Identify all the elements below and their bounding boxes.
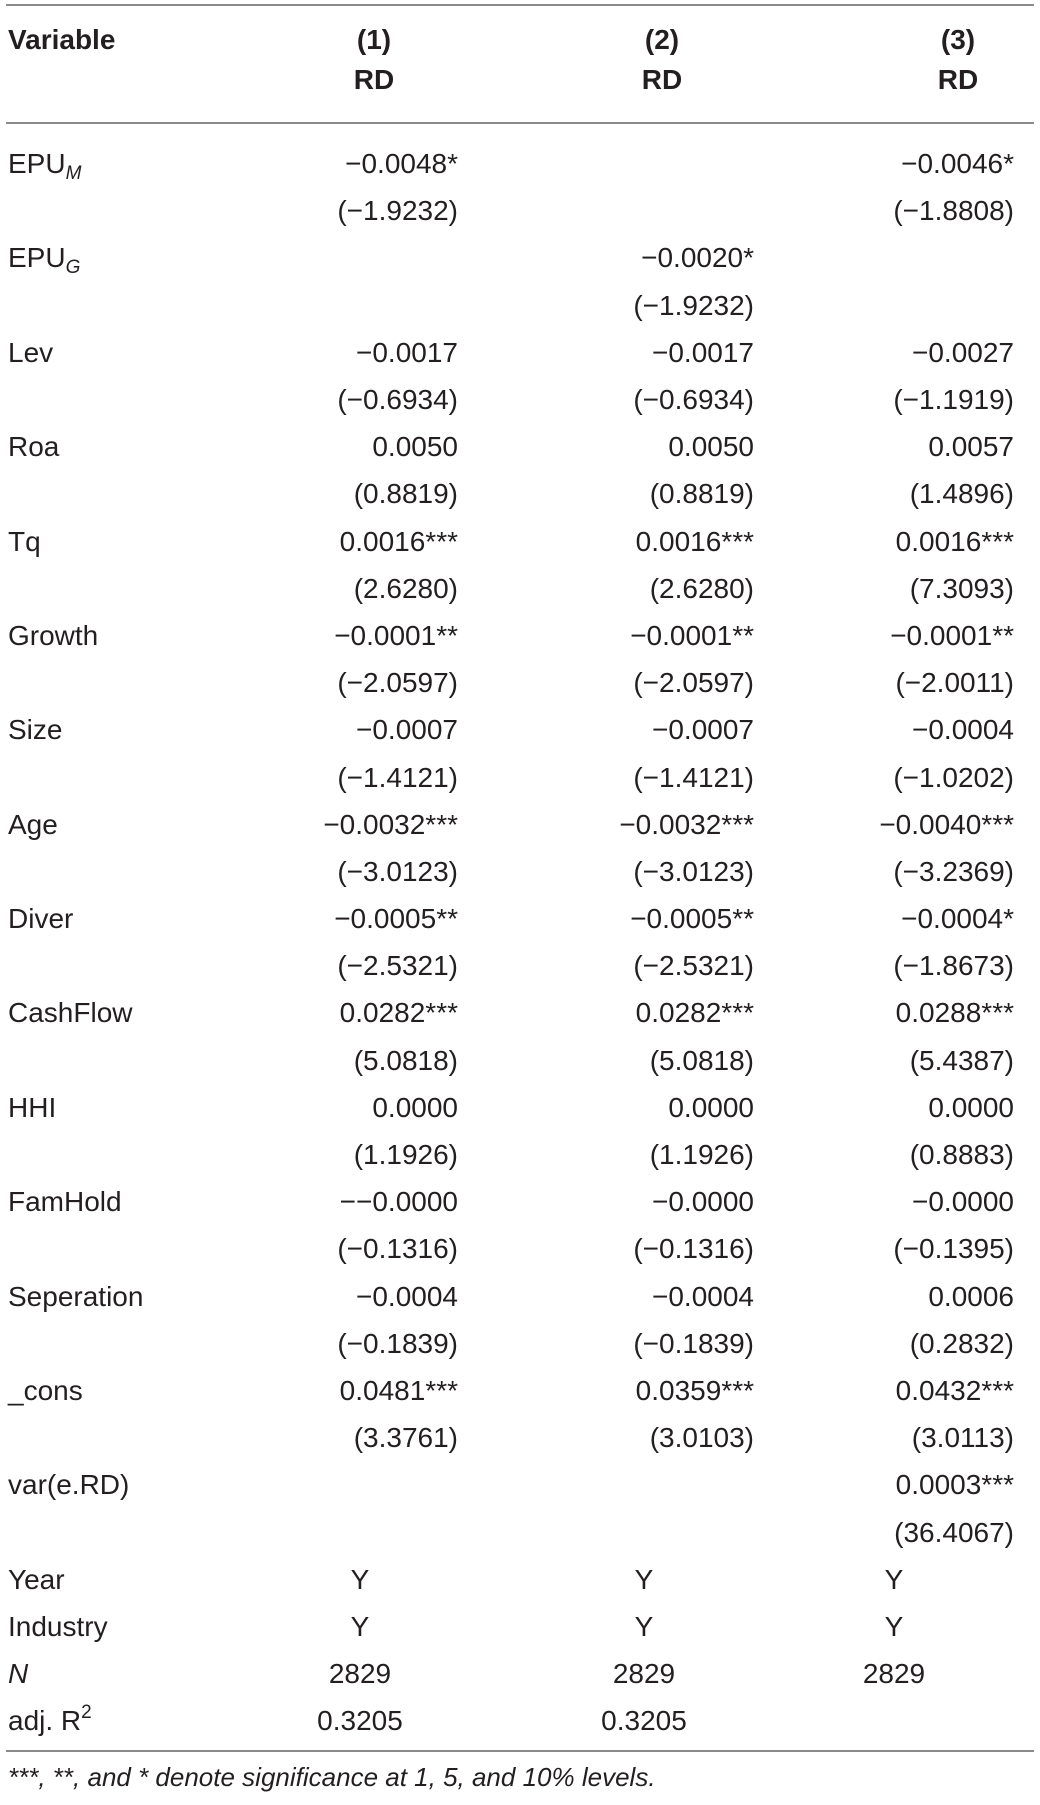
row-label-text: FamHold [8,1186,122,1218]
header-col2-number: (2) [644,24,680,55]
cell-c3 [792,1414,1034,1461]
cell-value: 0.0057 [928,431,1014,463]
cell-c1 [248,1131,496,1178]
cell-c1 [248,1508,496,1555]
row-label [8,706,248,753]
cell-c3 [792,989,1034,1036]
cell-value: (0.8819) [353,478,458,510]
cell-c3 [792,1367,1034,1414]
cell-c3 [792,1084,1034,1131]
cell-value: (0.8883) [909,1139,1014,1171]
cell-value: (0.8819) [649,478,754,510]
cell-c1 [248,1084,496,1131]
row-label-text: Diver [8,903,74,935]
cell-value: Y [350,1563,370,1595]
cell-c1 [248,1178,496,1225]
cell-value: (1.4896) [909,478,1014,510]
cell-c1 [248,612,496,659]
cell-value: −0.0032*** [323,808,458,840]
cell-c1 [248,942,496,989]
cell-c2 [496,1320,792,1367]
cell-value: (−2.0597) [633,667,754,699]
cell-value: 0.0050 [668,431,754,463]
row-label [8,1414,248,1461]
header-variable: Variable [8,24,116,55]
cell-value: (2.6280) [649,572,754,604]
row-label [8,1508,248,1555]
row-label-subscript: G [65,257,81,279]
cell-c2 [496,895,792,942]
row-label-text: EPU [8,148,66,180]
cell-c2 [496,423,792,470]
table-row [8,140,1034,187]
cell-c1 [248,140,496,187]
table-row [8,1084,1034,1131]
row-label-text: Lev [8,336,54,368]
cell-value: 0.0000 [668,1091,754,1123]
header-col3-dependent: RD [937,64,979,95]
table-row [8,1508,1034,1555]
cell-value: −0.0048* [345,148,458,180]
row-label [8,1367,248,1414]
header-col1-number: (1) [356,24,392,55]
cell-c3 [792,518,1034,565]
top-rule [6,4,1034,6]
cell-value: 2829 [862,1658,926,1690]
cell-c3 [792,1273,1034,1320]
cell-c2 [496,753,792,800]
cell-value: Y [634,1610,654,1642]
cell-c1 [248,801,496,848]
cell-c3 [792,706,1034,753]
cell-value: 2829 [328,1658,392,1690]
row-label [8,1320,248,1367]
table-row [8,376,1034,423]
cell-c2 [496,1178,792,1225]
header-rule [6,122,1034,124]
cell-c1 [248,895,496,942]
cell-value: 0.0432*** [895,1374,1014,1406]
table-row [8,1037,1034,1084]
cell-c3 [792,895,1034,942]
cell-c2 [496,1508,792,1555]
row-label [8,753,248,800]
cell-c3 [792,140,1034,187]
cell-value: (−3.0123) [337,855,458,887]
row-label [8,1178,248,1225]
cell-value: (−0.1839) [337,1327,458,1359]
row-label [8,801,248,848]
table-row [8,942,1034,989]
cell-value: 0.0282*** [635,997,754,1029]
cell-value: (−1.9232) [633,289,754,321]
row-label [8,1131,248,1178]
row-label [8,423,248,470]
cell-c3 [792,423,1034,470]
row-label [8,1697,248,1744]
row-label [8,1225,248,1272]
cell-c2 [496,848,792,895]
cell-c2 [496,140,792,187]
row-label-text: _cons [8,1374,83,1406]
cell-c1 [248,518,496,565]
table-body [8,140,1034,1744]
cell-c1 [248,1650,496,1697]
cell-value: −0.0004 [652,1280,754,1312]
cell-value: (−3.2369) [893,855,1014,887]
cell-value: (3.0103) [649,1422,754,1454]
cell-c3 [792,1037,1034,1084]
row-label [8,1084,248,1131]
cell-value: (−2.5321) [633,950,754,982]
cell-value: 0.0003*** [895,1469,1014,1501]
cell-value: (3.0113) [911,1422,1014,1454]
table-row [8,187,1034,234]
table-row [8,234,1034,281]
cell-c1 [248,565,496,612]
cell-value: 0.0006 [928,1280,1014,1312]
cell-value: −0.0032*** [619,808,754,840]
row-label-text: EPU [8,242,66,274]
cell-c3 [792,234,1034,281]
row-label-text: HHI [8,1091,57,1123]
cell-c3 [792,848,1034,895]
cell-value: (−0.1316) [633,1233,754,1265]
row-label-text: Seperation [8,1280,144,1312]
row-label [8,234,248,281]
cell-value: (5.0818) [353,1044,458,1076]
row-label-text: Size [8,714,63,746]
cell-value: (−1.4121) [337,761,458,793]
cell-c3 [792,1650,1034,1697]
cell-c2 [496,376,792,423]
table-row [8,848,1034,895]
cell-c1 [248,848,496,895]
header-col3-number: (3) [940,24,976,55]
cell-value: (2.6280) [353,572,458,604]
cell-c3 [792,376,1034,423]
row-label [8,376,248,423]
cell-c1 [248,376,496,423]
cell-c2 [496,1414,792,1461]
table-row [8,612,1034,659]
table-row [8,1650,1034,1697]
cell-value: (−2.0597) [337,667,458,699]
cell-c2 [496,565,792,612]
cell-value: 0.0282*** [339,997,458,1029]
cell-c3 [792,1178,1034,1225]
cell-c3 [792,470,1034,517]
cell-c2 [496,706,792,753]
cell-value: 0.0481*** [339,1374,458,1406]
cell-c1 [248,1037,496,1084]
cell-value: −−0.0000 [339,1186,458,1218]
cell-c1 [248,1414,496,1461]
cell-c3 [792,565,1034,612]
row-label-text: Tq [8,525,41,557]
cell-c2 [496,1461,792,1508]
table-row [8,1273,1034,1320]
cell-value: −0.0005** [630,903,754,935]
cell-c2 [496,659,792,706]
cell-value: −0.0004* [901,903,1014,935]
cell-c1 [248,329,496,376]
cell-c1 [248,1225,496,1272]
table-row [8,423,1034,470]
row-label-text: adj. R [8,1705,82,1737]
cell-value: (−3.0123) [633,855,754,887]
cell-c2 [496,942,792,989]
table-row [8,1225,1034,1272]
cell-value: −0.0001** [630,619,754,651]
cell-c3 [792,1697,1034,1744]
cell-c1 [248,989,496,1036]
table-row [8,1414,1034,1461]
cell-c2 [496,329,792,376]
cell-value: (−1.4121) [633,761,754,793]
cell-value: (0.2832) [909,1327,1014,1359]
cell-c3 [792,753,1034,800]
cell-c3 [792,1461,1034,1508]
cell-value: −0.0027 [912,336,1014,368]
table-row [8,895,1034,942]
cell-value: (−2.0011) [895,667,1014,699]
table-row [8,518,1034,565]
cell-value: 0.3205 [317,1705,403,1737]
row-label-text: Age [8,808,58,840]
cell-value: −0.0007 [652,714,754,746]
table-row [8,1603,1034,1650]
cell-value: Y [884,1563,904,1595]
table-row [8,801,1034,848]
row-label [8,1461,248,1508]
cell-value: (1.1926) [353,1139,458,1171]
cell-c1 [248,1461,496,1508]
table-row [8,706,1034,753]
cell-c2 [496,1697,792,1744]
cell-c1 [248,753,496,800]
table-row [8,1178,1034,1225]
cell-c3 [792,1131,1034,1178]
cell-value: 0.0050 [372,431,458,463]
cell-c2 [496,282,792,329]
cell-value: 0.0016*** [635,525,754,557]
footnote: ***, **, and * denote significance at 1, 5, and 10% levels. [8,1762,656,1792]
cell-c3 [792,187,1034,234]
cell-c2 [496,1084,792,1131]
row-label-text: Roa [8,431,60,463]
cell-value: −0.0017 [652,336,754,368]
row-label-text: CashFlow [8,997,133,1029]
cell-value: 0.0288*** [895,997,1014,1029]
cell-value: −0.0017 [356,336,458,368]
row-label-text: Growth [8,619,99,651]
cell-c2 [496,1131,792,1178]
table-row [8,659,1034,706]
table-row [8,282,1034,329]
row-label [8,1037,248,1084]
cell-c1 [248,1603,496,1650]
cell-c1 [248,470,496,517]
cell-c2 [496,801,792,848]
cell-value: (1.1926) [649,1139,754,1171]
cell-value: 0.0359*** [635,1374,754,1406]
row-label [8,942,248,989]
cell-c1 [248,1367,496,1414]
cell-value: (5.4387) [909,1044,1014,1076]
cell-value: 0.3205 [601,1705,687,1737]
cell-value: 0.0000 [372,1091,458,1123]
cell-c3 [792,1556,1034,1603]
cell-c3 [792,801,1034,848]
cell-c3 [792,1603,1034,1650]
cell-value: Y [350,1610,370,1642]
cell-c1 [248,1697,496,1744]
cell-c3 [792,612,1034,659]
cell-value: Y [634,1563,654,1595]
table-row [8,1461,1034,1508]
cell-c2 [496,470,792,517]
row-label [8,282,248,329]
cell-value: (−1.9232) [337,195,458,227]
cell-value: −0.0004 [356,1280,458,1312]
cell-value: −0.0046* [901,148,1014,180]
cell-value: (−2.5321) [337,950,458,982]
cell-value: (−0.6934) [337,384,458,416]
row-label [8,329,248,376]
cell-c3 [792,329,1034,376]
row-label [8,1273,248,1320]
row-label [8,659,248,706]
cell-c1 [248,282,496,329]
cell-value: −0.0004 [912,714,1014,746]
cell-value: −0.0001** [890,619,1014,651]
cell-value: 0.0000 [928,1091,1014,1123]
cell-value: −0.0040*** [879,808,1014,840]
row-label-superscript: 2 [81,1702,92,1724]
cell-c2 [496,234,792,281]
row-label [8,989,248,1036]
header-col2-dependent: RD [641,64,683,95]
row-label-text: Year [8,1563,65,1595]
row-label-subscript: M [65,163,82,185]
row-label [8,470,248,517]
cell-c1 [248,1320,496,1367]
cell-value: −0.0005** [334,903,458,935]
cell-value: −0.0001** [334,619,458,651]
cell-c2 [496,1037,792,1084]
cell-value: −0.0000 [912,1186,1014,1218]
cell-value: (−0.6934) [633,384,754,416]
row-label [8,1650,248,1697]
cell-c1 [248,706,496,753]
row-label [8,895,248,942]
cell-value: (−0.1316) [337,1233,458,1265]
cell-value: −0.0007 [356,714,458,746]
cell-c2 [496,1367,792,1414]
row-label [8,1556,248,1603]
cell-c2 [496,1225,792,1272]
cell-value: 0.0016*** [339,525,458,557]
row-label-text: Industry [8,1610,108,1642]
cell-c2 [496,1273,792,1320]
cell-value: (3.3761) [353,1422,458,1454]
cell-value: −0.0000 [652,1186,754,1218]
cell-c1 [248,1273,496,1320]
table-row [8,1367,1034,1414]
cell-c3 [792,1508,1034,1555]
cell-c1 [248,423,496,470]
cell-c2 [496,989,792,1036]
row-label [8,565,248,612]
cell-value: (−1.0202) [893,761,1014,793]
cell-value: (36.4067) [894,1516,1014,1548]
row-label-text: N [8,1658,29,1690]
cell-value: 0.0016*** [895,525,1014,557]
cell-c3 [792,282,1034,329]
cell-value: 2829 [612,1658,676,1690]
table-row [8,1320,1034,1367]
cell-value: (5.0818) [649,1044,754,1076]
row-label [8,187,248,234]
row-label [8,140,248,187]
cell-c2 [496,612,792,659]
cell-value: (−0.1839) [633,1327,754,1359]
cell-value: (−1.1919) [893,384,1014,416]
cell-value: (7.3093) [909,572,1014,604]
cell-c2 [496,187,792,234]
cell-c3 [792,659,1034,706]
row-label [8,612,248,659]
table-row [8,470,1034,517]
cell-c1 [248,1556,496,1603]
cell-value: −0.0020* [641,242,754,274]
cell-c1 [248,187,496,234]
cell-value: (−1.8673) [893,950,1014,982]
cell-c2 [496,518,792,565]
table-row [8,1131,1034,1178]
cell-value: (−1.8808) [893,195,1014,227]
cell-c3 [792,1320,1034,1367]
cell-c1 [248,234,496,281]
table-row [8,1697,1034,1744]
table-row [8,989,1034,1036]
row-label [8,848,248,895]
row-label-text: var(e.RD) [8,1469,130,1501]
table-row [8,1556,1034,1603]
cell-c1 [248,659,496,706]
header-col1-dependent: RD [353,64,395,95]
cell-c3 [792,1225,1034,1272]
cell-value: Y [884,1610,904,1642]
row-label [8,1603,248,1650]
row-label [8,518,248,565]
cell-c3 [792,942,1034,989]
table-row [8,329,1034,376]
bottom-rule [6,1750,1034,1752]
table-row [8,565,1034,612]
table-row [8,753,1034,800]
cell-value: (−0.1395) [893,1233,1014,1265]
